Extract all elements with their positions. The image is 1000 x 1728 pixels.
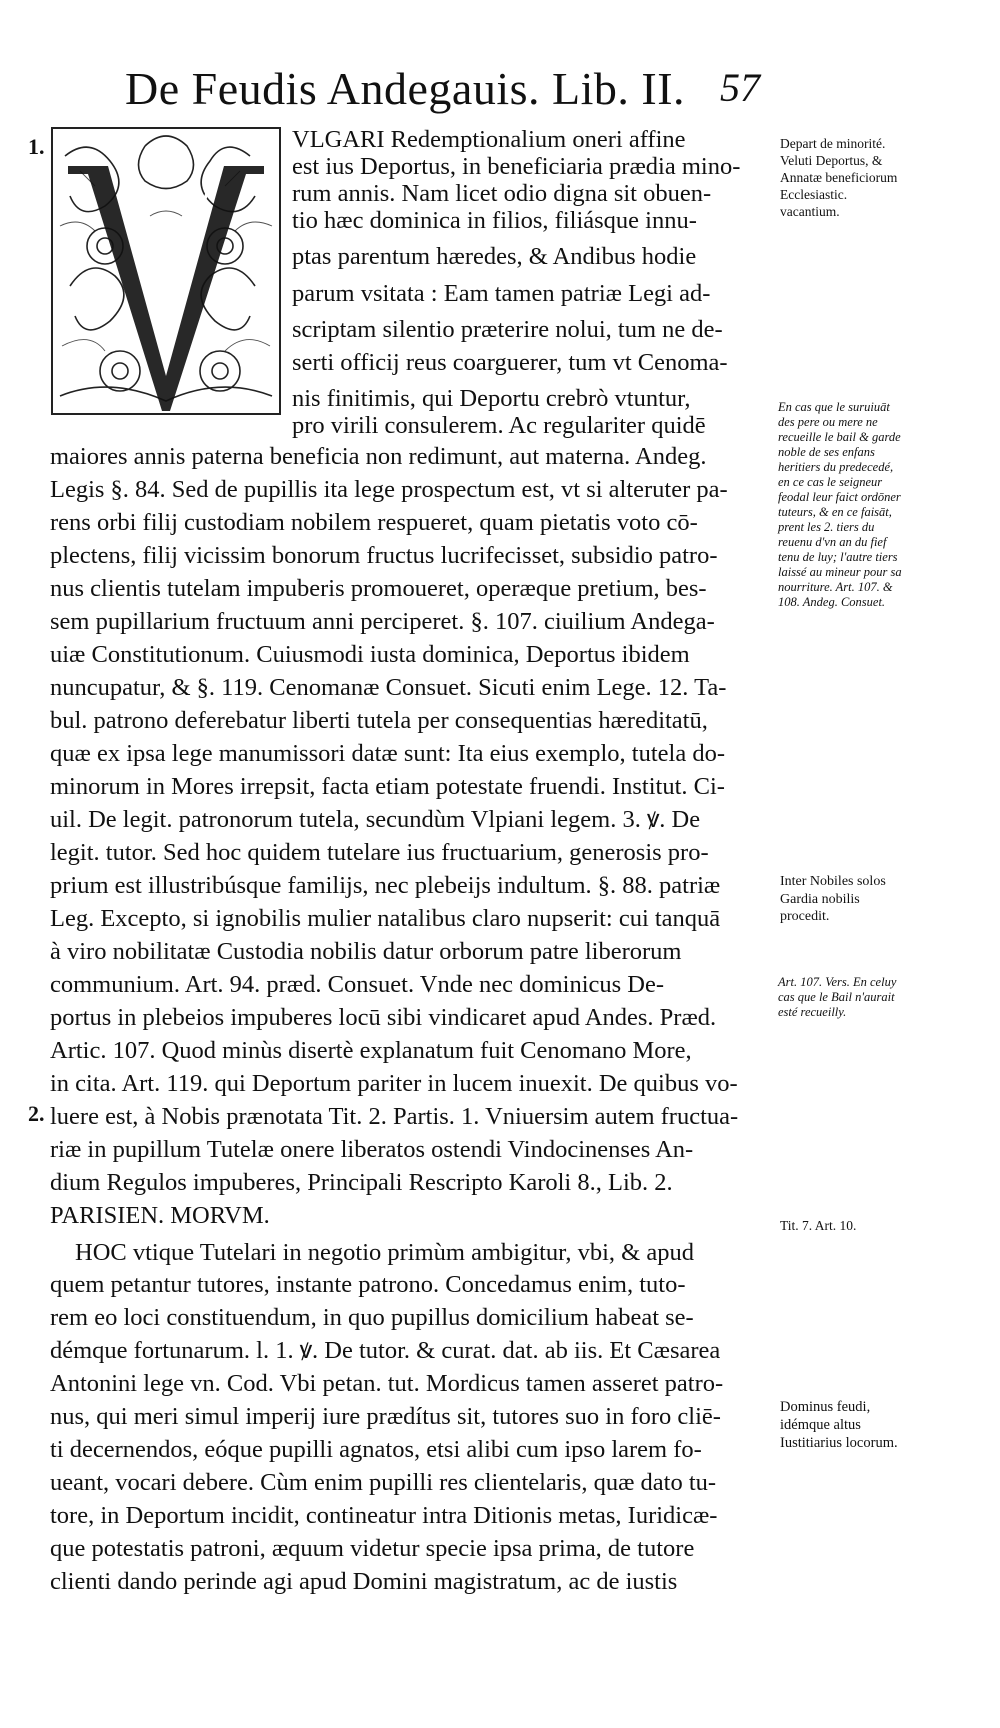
body-line: quem petantur tutores, instante patrono. Concedamus enim, tuto- <box>50 1271 686 1298</box>
margin-note: Inter Nobiles solos Gardia nobilis procedit. <box>780 874 886 924</box>
body-line: uil. De legit. patronorum tutela, secundùm Vlpiani legem. 3. ꝟ. De <box>50 806 701 833</box>
body-line: Leg. Excepto, si ignobilis mulier natalibus claro nupserit: cui tanquā <box>50 905 721 932</box>
body-line: tio hæc dominica in filios, filiásque innu- <box>292 207 697 234</box>
page-number: 57 <box>720 65 760 110</box>
body-line: serti officij reus coarguerer, tum vt Cenoma- <box>292 349 728 376</box>
margin-note: En cas que le suruiuāt des pere ou mere ne recueille le bail & garde noble de ses enfans heritiers du predecedé, en ce cas le seigneur feodal leur faict ordōner tuteurs, & en ce faisāt, prent les 2. tiers du reuenu d'vn an du fief tenu de luy; l'autre tiers laissé au mineur pour sa nourriture. Art. 107. & 108. Andeg. Consuet. <box>778 400 902 609</box>
ornamental-drop-cap <box>50 126 282 416</box>
body-line: riæ in pupillum Tutelæ onere liberatos ostendi Vindocinenses An- <box>50 1136 694 1163</box>
body-line: tore, in Deportum incidit, contineatur intra Ditionis metas, Iuridicæ- <box>50 1502 718 1529</box>
body-line: bul. patrono deferebatur liberti tutela per consequentias hæreditatū, <box>50 707 708 734</box>
body-line: minorum in Mores irrepsit, facta etiam potestate fruendi. Institut. Ci- <box>50 773 725 800</box>
body-line: à viro nobilitatæ Custodia nobilis datur orborum patre liberorum <box>50 938 682 965</box>
paragraph-marker-2: 2. <box>28 1101 45 1126</box>
body-line: legit. tutor. Sed hoc quidem tutelare ius fructuarium, generosis pro- <box>50 839 709 866</box>
body-line: communium. Art. 94. præd. Consuet. Vnde nec dominicus De- <box>50 971 665 998</box>
paragraph-marker-1: 1. <box>28 134 45 159</box>
body-line: nuncupatur, & §. 119. Cenomanæ Consuet. Sicuti enim Lege. 12. Ta- <box>50 674 727 701</box>
body-line: que potestatis patroni, æquum videtur specie ipsa prima, de tutore <box>50 1535 695 1562</box>
body-line: Legis §. 84. Sed de pupillis ita lege prospectum est, vt si alteruter pa- <box>50 476 728 503</box>
body-line: rem eo loci constituendum, in quo pupillus domicilium habeat se- <box>50 1304 694 1331</box>
body-line: maiores annis paterna beneficia non redimunt, aut materna. Andeg. <box>50 443 707 470</box>
body-line: plectens, filij vicissim bonorum fructus lucrifecisset, subsidio patro- <box>50 542 718 569</box>
running-title: De Feudis Andegauis. Lib. II. <box>125 63 686 114</box>
body-line: rens orbi filij custodiam nobilem respueret, quam pietatis voto cō- <box>50 509 698 536</box>
margin-note: Dominus feudi, idémque altus Iustitiarius locorum. <box>780 1399 898 1452</box>
body-line: ptas parentum hæredes, & Andibus hodie <box>292 243 697 270</box>
body-line: démque fortunarum. l. 1. ꝟ. De tutor. & curat. dat. ab iis. Et Cæsarea <box>50 1337 721 1364</box>
margin-note: Tit. 7. Art. 10. <box>780 1218 857 1233</box>
body-line: est ius Deportus, in beneficiaria prædia mino- <box>292 153 741 180</box>
body-line: pro virili consulerem. Ac regulariter quidē <box>292 412 706 439</box>
body-line: uiæ Constitutionum. Cuiusmodi iusta dominica, Deportus ibidem <box>50 641 690 668</box>
body-line: VLGARI Redemptionalium oneri affine <box>292 126 686 153</box>
body-line: in cita. Art. 119. qui Deportum pariter in lucem inuexit. De quibus vo- <box>50 1070 738 1097</box>
body-line: luere est, à Nobis prænotata Tit. 2. Partis. 1. Vniuersim autem fructua- <box>50 1103 739 1130</box>
body-line: clienti dando perinde agi apud Domini magistratum, ac de iustis <box>50 1568 678 1595</box>
margin-note: Art. 107. Vers. En celuy cas que le Bail n'aurait esté recueilly. <box>778 975 897 1019</box>
page-header <box>125 62 765 122</box>
body-line: portus in plebeios impuberes locū sibi vindicaret apud Andes. Præd. <box>50 1004 717 1031</box>
body-line: ueant, vocari debere. Cùm enim pupilli res clientelaris, quæ dato tu- <box>50 1469 717 1496</box>
body-line: Artic. 107. Quod minùs disertè explanatum fuit Cenomano More, <box>50 1037 692 1064</box>
body-line: nus clientis tutelam impuberis promoueret, operæque pretium, bes- <box>50 575 707 602</box>
body-line: scriptam silentio præterire nolui, tum ne de- <box>292 316 723 343</box>
body-line: nis finitimis, qui Deportu crebrò vtuntur, <box>292 385 691 412</box>
body-line: nus, qui meri simul imperij iure prædítus sit, tutores suo in foro cliē- <box>50 1403 721 1430</box>
body-line: Antonini lege vn. Cod. Vbi petan. tut. Mordicus tamen asseret patro- <box>50 1370 724 1397</box>
body-line: PARISIEN. MORVM. <box>50 1202 270 1229</box>
body-line: dium Regulos impuberes, Principali Rescripto Karoli 8., Lib. 2. <box>50 1169 673 1196</box>
body-line: prium est illustribúsque familijs, nec plebeijs indultum. §. 88. patriæ <box>50 872 721 899</box>
body-line: quæ ex ipsa lege manumissori datæ sunt: Ita eius exemplo, tutela do- <box>50 740 725 767</box>
body-line: HOC vtique Tutelari in negotio primùm ambigitur, vbi, & apud <box>75 1239 694 1266</box>
body-line: sem pupillarium fructuum anni perciperet. §. 107. ciuilium Andega- <box>50 608 715 635</box>
body-line: ti decernendos, eóque pupilli agnatos, etsi alibi cum ipso larem fo- <box>50 1436 702 1463</box>
body-line: parum vsitata : Eam tamen patriæ Legi ad- <box>292 280 711 307</box>
margin-note: Depart de minorité. Veluti Deportus, & Annatæ beneficiorum Ecclesiastic. vacantium. <box>780 136 898 219</box>
body-line: rum annis. Nam licet odio digna sit obuen- <box>292 180 712 207</box>
